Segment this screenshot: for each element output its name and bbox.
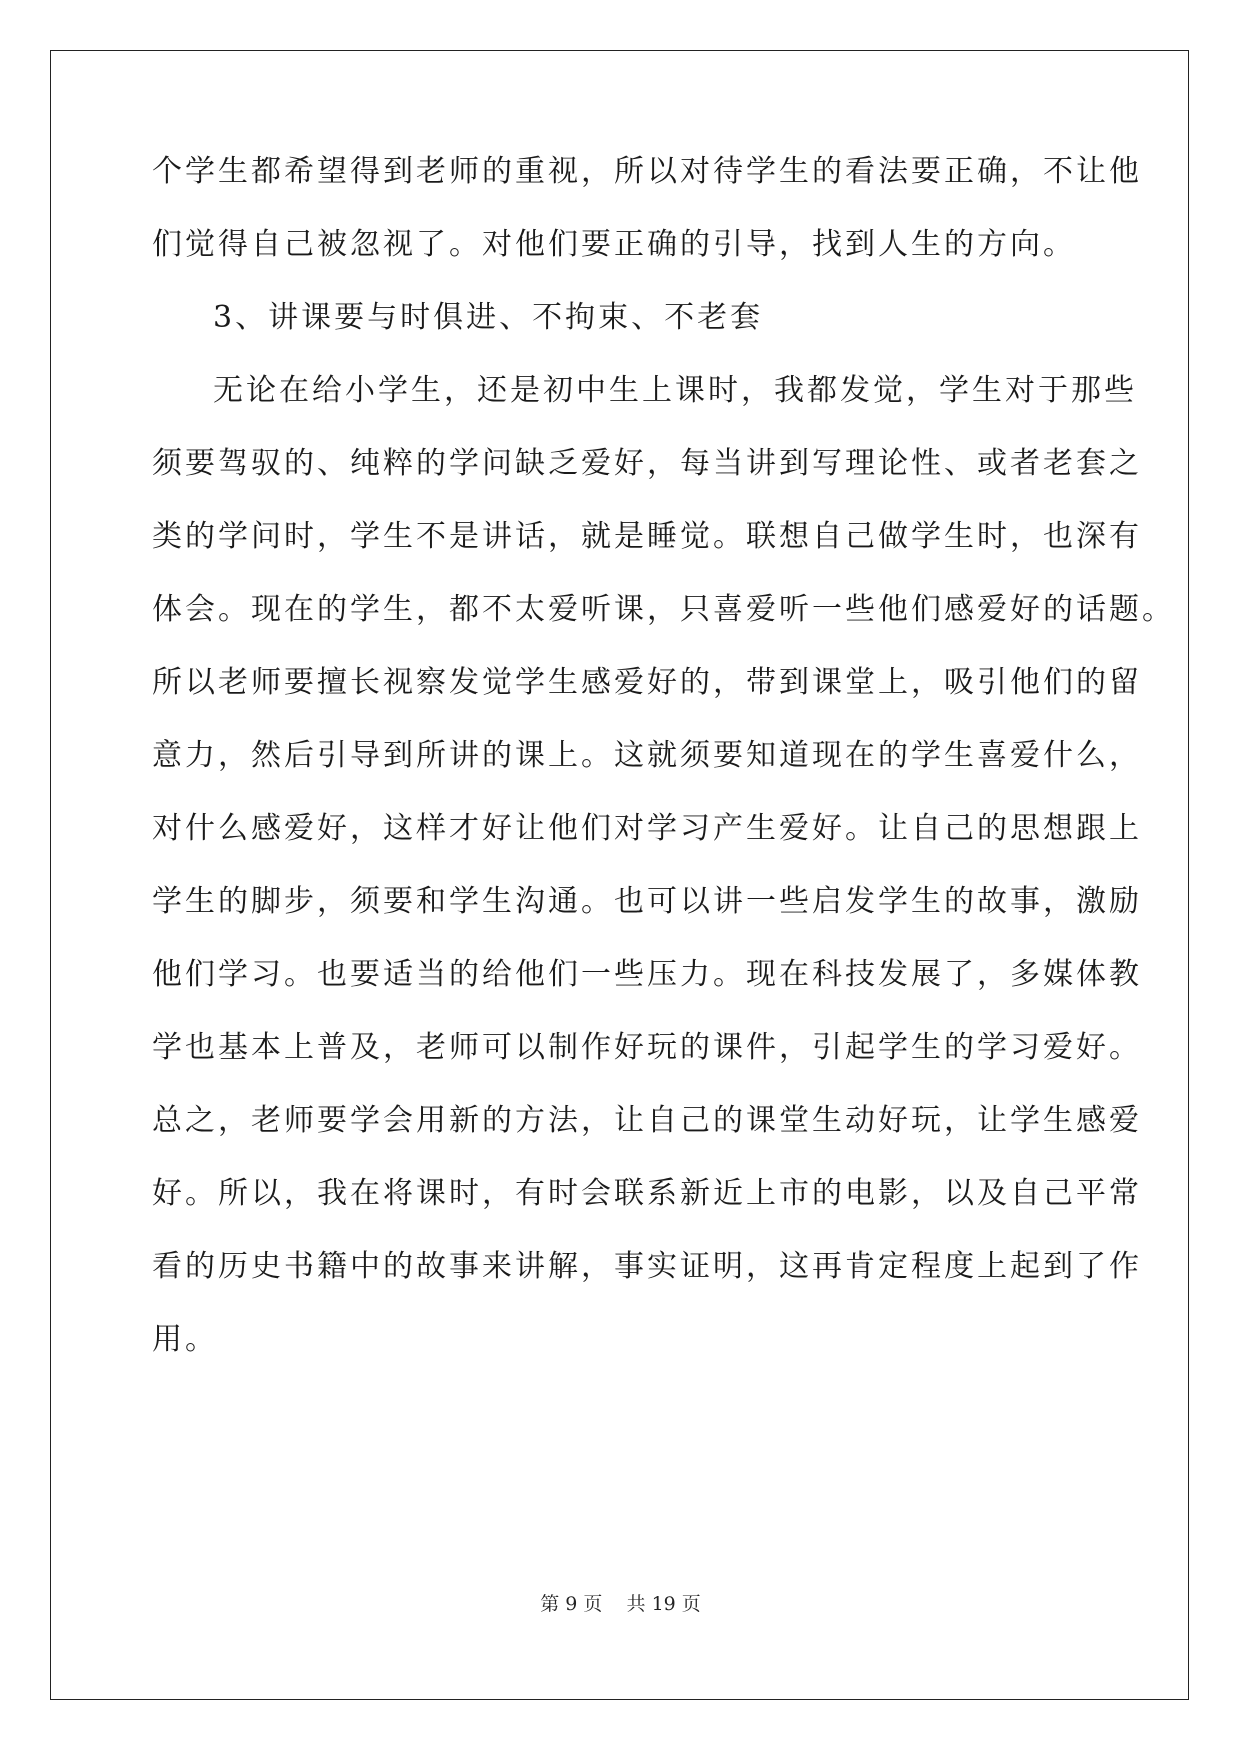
body-text-line: 个学生都希望得到老师的重视，所以对待学生的看法要正确，不让他 <box>152 154 1142 189</box>
page-footer <box>0 1592 1241 1616</box>
body-text-line: 体会。现在的学生，都不太爱听课，只喜爱听一些他们感爱好的话题。 <box>152 592 1175 627</box>
body-text-line: 看的历史书籍中的故事来讲解，事实证明，这再肯定程度上起到了作 <box>152 1249 1142 1284</box>
page-number: 第 9 页 <box>540 1593 603 1615</box>
body-text-line: 总之，老师要学会用新的方法，让自己的课堂生动好玩，让学生感爱 <box>152 1103 1142 1138</box>
body-text-line: 好。所以，我在将课时，有时会联系新近上市的电影，以及自己平常 <box>152 1176 1142 1211</box>
body-text-line: 用。 <box>152 1322 218 1357</box>
body-text-line: 学也基本上普及，老师可以制作好玩的课件，引起学生的学习爱好。 <box>152 1030 1142 1065</box>
body-text-line: 他们学习。也要适当的给他们一些压力。现在科技发展了，多媒体教 <box>152 957 1142 992</box>
body-text-line: 须要驾驭的、纯粹的学问缺乏爱好，每当讲到写理论性、或者老套之 <box>152 446 1142 481</box>
body-text-line: 们觉得自己被忽视了。对他们要正确的引导，找到人生的方向。 <box>152 227 1076 262</box>
page-total: 共 19 页 <box>626 1593 701 1615</box>
body-text-line: 对什么感爱好，这样才好让他们对学习产生爱好。让自己的思想跟上 <box>152 811 1142 846</box>
body-text-line: 所以老师要擅长视察发觉学生感爱好的，带到课堂上，吸引他们的留 <box>152 665 1142 700</box>
body-text-line: 学生的脚步，须要和学生沟通。也可以讲一些启发学生的故事，激励 <box>152 884 1142 919</box>
body-text-line: 无论在给小学生，还是初中生上课时，我都发觉，学生对于那些 <box>213 373 1137 408</box>
section-heading: 3、讲课要与时俱进、不拘束、不老套 <box>213 300 764 335</box>
body-text-line: 意力，然后引导到所讲的课上。这就须要知道现在的学生喜爱什么， <box>152 738 1142 773</box>
body-text-line: 类的学问时，学生不是讲话，就是睡觉。联想自己做学生时，也深有 <box>152 519 1142 554</box>
